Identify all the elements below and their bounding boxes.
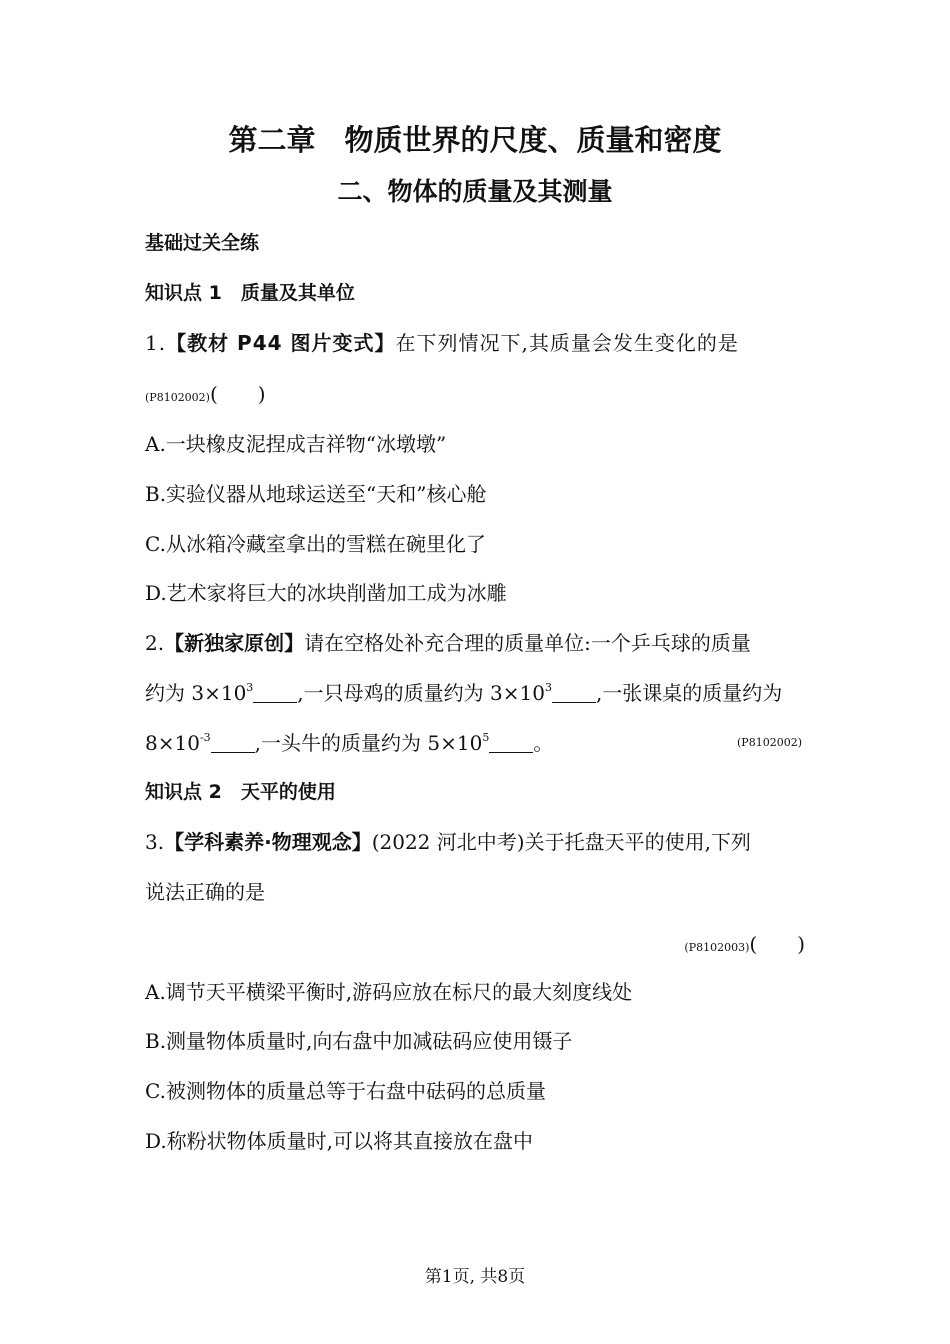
exponent: 3 xyxy=(246,681,254,694)
option-a: A.调节天平横梁平衡时,游码应放在标尺的最大刻度线处 xyxy=(145,980,633,1004)
option-d: D.称粉状物体质量时,可以将其直接放在盘中 xyxy=(145,1129,534,1153)
question-3-stem-line-2: 说法正确的是 xyxy=(145,880,265,904)
question-2-stem xyxy=(145,627,751,656)
exponent: 3 xyxy=(544,681,552,694)
part-title: 基础过关全练 xyxy=(145,232,260,254)
option-c: C.被测物体的质量总等于右盘中砝码的总质量 xyxy=(145,1079,546,1103)
chapter-title: 第二章 物质世界的尺度、质量和密度 xyxy=(228,123,722,157)
question-tag: 【新独家原创】 xyxy=(164,631,305,655)
text-segment: 8×10 xyxy=(145,731,200,755)
question-number: 1. xyxy=(145,331,167,355)
answer-blank[interactable] xyxy=(253,682,297,703)
question-code: (P8102002) xyxy=(737,736,802,749)
question-tag: 【教材 P44 图片变式】 xyxy=(166,331,396,355)
text-segment: 。 xyxy=(533,731,554,755)
question-1-stem xyxy=(145,327,739,356)
option-d: D.艺术家将巨大的冰块削凿加工成为冰雕 xyxy=(145,581,507,605)
page-footer: 第1页, 共8页 xyxy=(424,1267,526,1287)
question-code: (P8102002) xyxy=(145,391,210,404)
exponent: 5 xyxy=(482,731,490,744)
question-text: 请在空格处补充合理的质量单位:一个乒乓球的质量 xyxy=(304,631,751,655)
answer-paren: ( ) xyxy=(209,382,266,406)
answer-blank[interactable] xyxy=(211,732,255,753)
text-segment: 约为 3×10 xyxy=(145,681,247,705)
knowledge-point-1: 知识点 1 质量及其单位 xyxy=(145,282,355,304)
option-b: B.测量物体质量时,向右盘中加减砝码应使用镊子 xyxy=(145,1029,573,1053)
question-3-stem xyxy=(145,826,751,855)
text-segment: ,一只母鸡的质量约为 3×10 xyxy=(297,681,545,705)
option-c: C.从冰箱冷藏室拿出的雪糕在碗里化了 xyxy=(145,532,486,556)
answer-blank[interactable] xyxy=(489,732,533,753)
question-number: 2. xyxy=(145,631,165,655)
option-b: B.实验仪器从地球运送至“天和”核心舱 xyxy=(145,482,487,506)
question-text: (2022 河北中考)关于托盘天平的使用,下列 xyxy=(371,830,751,854)
answer-blank[interactable] xyxy=(552,682,596,703)
question-2-line-3 xyxy=(145,727,553,756)
option-a: A.一块橡皮泥捏成吉祥物“冰墩墩” xyxy=(145,432,447,456)
knowledge-point-2: 知识点 2 天平的使用 xyxy=(145,781,336,803)
question-text: 在下列情况下,其质量会发生变化的是 xyxy=(395,331,739,355)
question-3-code-line xyxy=(684,928,805,957)
question-code: (P8102003) xyxy=(684,941,750,954)
question-1-code-line xyxy=(145,378,266,407)
section-title: 二、物体的质量及其测量 xyxy=(337,177,613,206)
answer-paren: ( ) xyxy=(749,932,805,956)
text-segment: ,一头牛的质量约为 5×10 xyxy=(254,731,483,755)
exponent: -3 xyxy=(199,731,211,744)
text-segment: ,一张课桌的质量约为 xyxy=(595,681,783,705)
question-tag: 【学科素养·物理观念】 xyxy=(164,830,372,854)
question-2-line-2 xyxy=(145,677,782,706)
question-number: 3. xyxy=(145,830,165,854)
